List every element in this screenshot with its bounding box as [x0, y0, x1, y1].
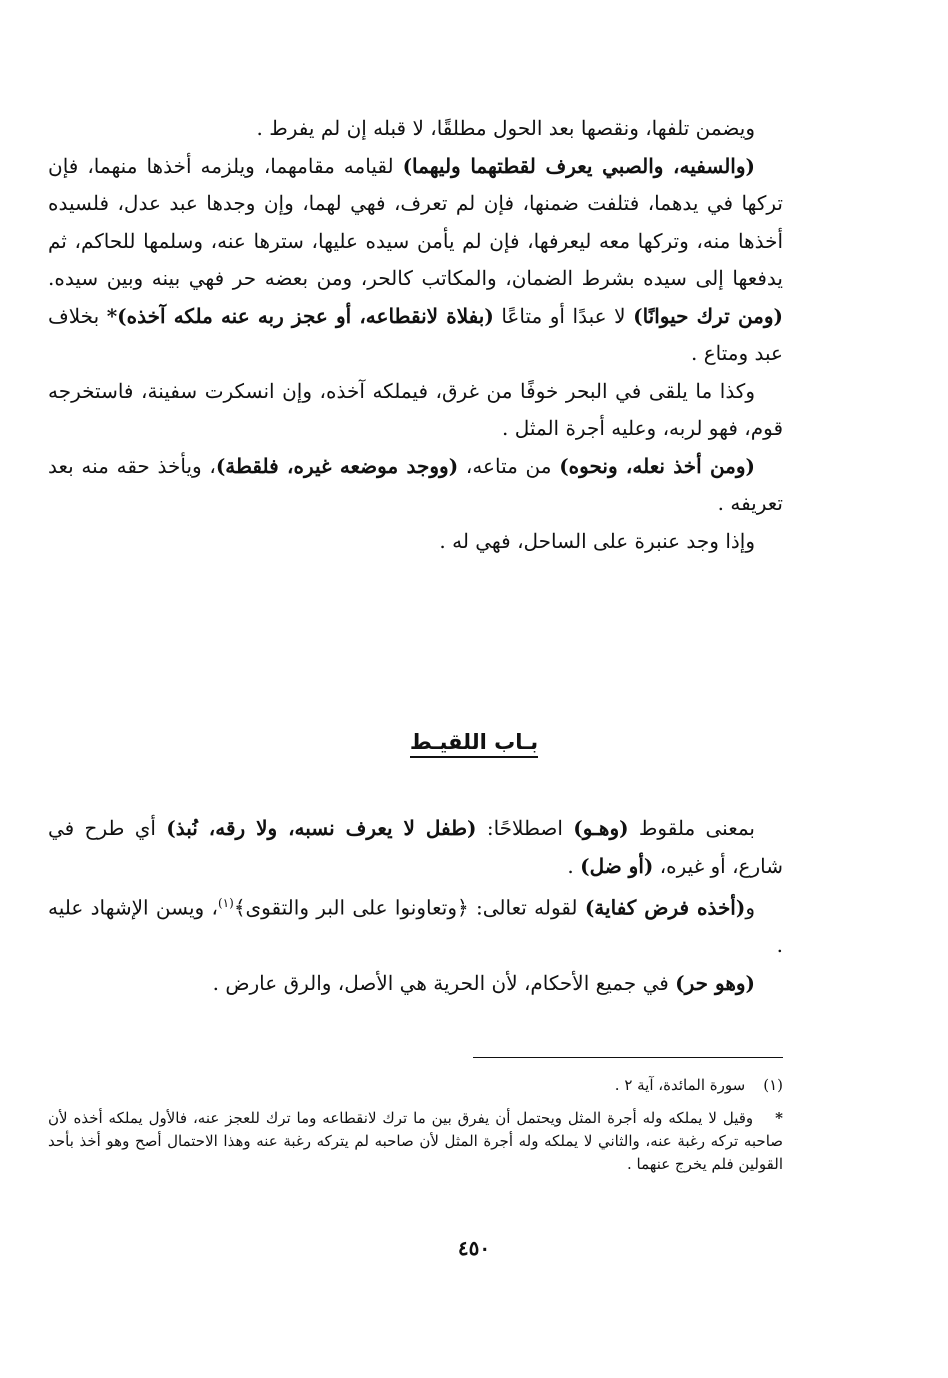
paragraph-text: اصطلاحًا:: [476, 816, 574, 840]
matn-text: (طفل لا يعرف نسبه، ولا رقه، نُبذ): [166, 816, 477, 840]
paragraph-text: لا عبدًا أو متاعًا: [493, 303, 634, 328]
matn-text: (ووجد موضعه غيره، فلقطة): [215, 453, 459, 478]
matn-text: (أخذه فرض كفاية): [584, 895, 746, 920]
top-text-section: [48, 110, 783, 560]
paragraph-text: أي طرح في شارع، أو غيره،: [48, 816, 783, 878]
section-heading-text: بـاب اللقيـط: [410, 730, 538, 758]
paragraph-text: في جميع الأحكام، لأن الحرية هي الأصل، والرق عارض .: [212, 970, 676, 995]
matn-text: (والسفيه، والصبي يعرف لقطتهما وليهما): [402, 153, 755, 178]
paragraph-text: بمعنى ملقوط: [628, 816, 755, 840]
footnote-divider: [473, 1057, 783, 1058]
paragraph-text: وكذا ما يلقى في البحر خوفًا من غرق، فيملكه آخذه، وإن انسكرت سفينة، فاستخرجه قوم، فهو لربه، وعليه أجرة المثل .: [48, 378, 783, 440]
matn-text: (أو ضل): [580, 853, 654, 878]
matn-text: (بفلاة لانقطاعه، أو عجز ربه عنه ملكه آخذه)*: [106, 303, 494, 328]
footnote-number: (١): [763, 1076, 783, 1094]
paragraph-guarantee: [48, 110, 783, 148]
paragraph-text: وإذا وجد عنبرة على الساحل، فهي له .: [439, 528, 755, 553]
footnote-star: [48, 1107, 783, 1176]
section-heading: [0, 730, 948, 754]
bottom-text-section: [48, 810, 783, 1002]
paragraph-text: ، ويأخذ حقه منه بعد تعريفه .: [48, 453, 783, 515]
paragraph-fool-and-child: [48, 148, 783, 373]
paragraph-text: لقوله تعالى: ﴿وتعاونوا على البر والتقوى﴾: [233, 895, 585, 920]
footnotes-section: [48, 1074, 783, 1186]
asterisk-icon: *: [775, 1109, 783, 1127]
paragraph-text: لقيامه مقامهما، ويلزمه أخذها منهما، فإن تركها في يدهما، فتلفت ضمنها، فإن لم تعرف، فهي لهما، وإن وجدها عبد عدل، فلسيده أخذها منه، وتركها معه ليعرفها، فإن لم يأمن سيده عليها، سترها عنه، وسلمها للحاكم، ثم يدفعها إلى سيده بشرط الضمان، والمكاتب كالحر، ومن بعضه حر فهي بينه وبين سيده.: [48, 153, 783, 290]
paragraph-ambergris: [48, 523, 783, 561]
footnote-reference[interactable]: (١): [217, 896, 234, 910]
paragraph-obligation: [48, 885, 783, 965]
page-number: ٤٥٠: [457, 1236, 491, 1260]
paragraph-sandal: [48, 448, 783, 523]
footnote-text: سورة المائدة، آية ٢ .: [614, 1076, 746, 1094]
matn-text: (ومن أخذ نعله، ونحوه): [559, 453, 756, 478]
matn-text: (وهـو): [573, 816, 629, 840]
paragraph-text: و: [745, 895, 755, 920]
paragraph-text: ، ويسن الإشهاد عليه .: [48, 895, 783, 958]
matn-text: (وهو حر): [675, 970, 755, 995]
matn-text: (ومن ترك حيوانًا): [633, 303, 783, 328]
footnote-text: وقيل لا يملكه وله أجرة المثل ويحتمل أن يفرق بين ما ترك لانقطاعه وما ترك للعجز عنه، فالأول يملكه أخذه لأن صاحبه تركه رغبة عنه، والثاني لا يملكه وله أجرة المثل لأن صاحبه لم يتركه رغبة عنه وهذا الاحتمال أصح وهو أخذ بأحد القولين فلم يخرج عنهما .: [48, 1109, 783, 1173]
paragraph-text: ويضمن تلفها، ونقصها بعد الحول مطلقًا، لا قبله إن لم يفرط .: [256, 116, 755, 140]
paragraph-freedom: [48, 965, 783, 1003]
paragraph-sea: [48, 373, 783, 448]
paragraph-text: من متاعه،: [458, 453, 560, 478]
paragraph-text: .: [567, 853, 581, 878]
footnote-1: [48, 1074, 783, 1097]
paragraph-text: بخلاف عبد ومتاع .: [48, 303, 783, 365]
paragraph-definition: [48, 810, 783, 885]
